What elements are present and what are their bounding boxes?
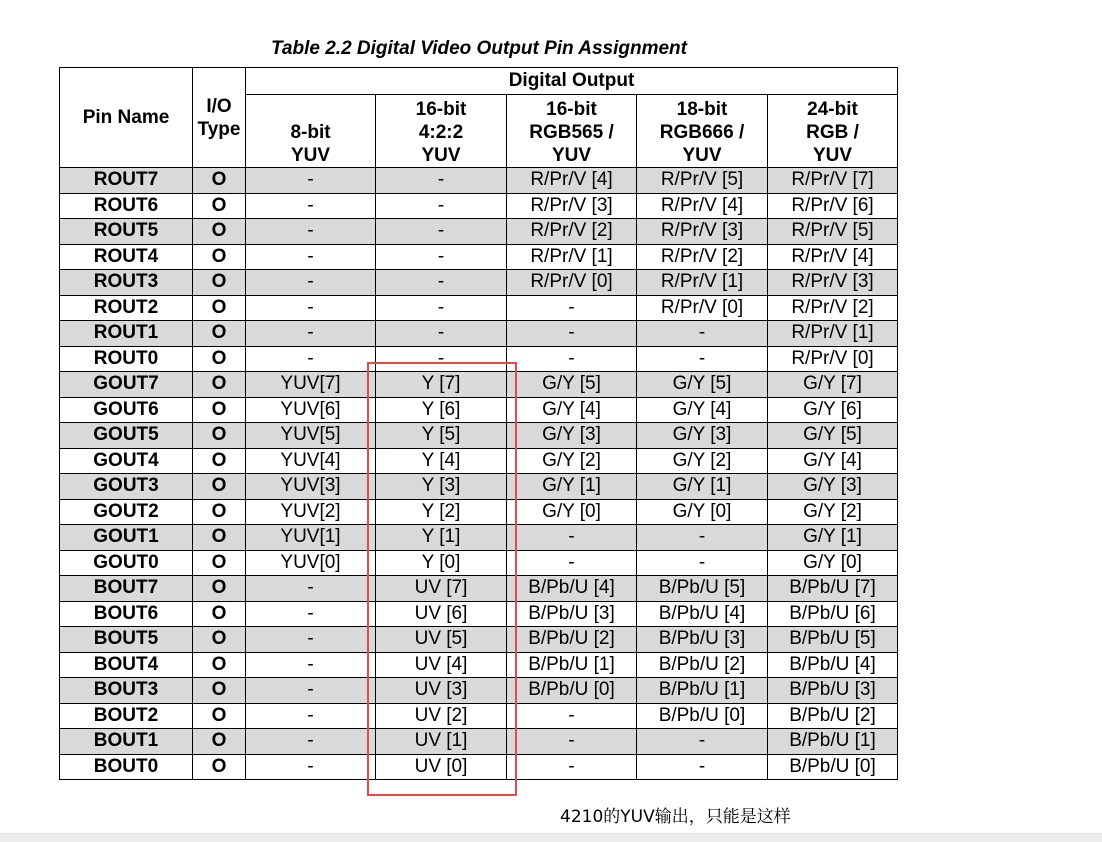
value-cell: R/Pr/V [4] <box>768 244 898 270</box>
value-cell: R/Pr/V [2] <box>637 244 768 270</box>
value-cell: B/Pb/U [5] <box>768 627 898 653</box>
value-cell: R/Pr/V [7] <box>768 168 898 194</box>
pin-name-cell: BOUT2 <box>60 703 193 729</box>
io-type-cell: O <box>193 550 246 576</box>
header-column-line: RGB666 / <box>659 122 745 143</box>
io-type-cell: O <box>193 525 246 551</box>
value-cell: B/Pb/U [7] <box>768 576 898 602</box>
value-cell: - <box>637 346 768 372</box>
table-row <box>60 729 898 755</box>
value-cell: Y [4] <box>376 448 507 474</box>
pin-name-cell: BOUT3 <box>60 678 193 704</box>
value-cell: Y [2] <box>376 499 507 525</box>
pin-name-cell: BOUT0 <box>60 754 193 780</box>
value-cell: G/Y [0] <box>637 499 768 525</box>
value-cell: Y [0] <box>376 550 507 576</box>
value-cell: - <box>507 703 637 729</box>
value-cell: B/Pb/U [5] <box>637 576 768 602</box>
value-cell: G/Y [0] <box>768 550 898 576</box>
value-cell: - <box>376 219 507 245</box>
value-cell: UV [5] <box>376 627 507 653</box>
value-cell: YUV[1] <box>246 525 376 551</box>
header-io-line1: I/O <box>206 95 232 117</box>
table-row <box>60 499 898 525</box>
value-cell: B/Pb/U [1] <box>637 678 768 704</box>
pin-assignment-table <box>59 67 898 780</box>
value-cell: B/Pb/U [2] <box>768 703 898 729</box>
value-cell: - <box>246 627 376 653</box>
table-row <box>60 754 898 780</box>
pin-name-cell: GOUT7 <box>60 372 193 398</box>
pin-name-cell: ROUT2 <box>60 295 193 321</box>
value-cell: - <box>637 321 768 347</box>
value-cell: - <box>637 729 768 755</box>
value-cell: YUV[3] <box>246 474 376 500</box>
value-cell: G/Y [3] <box>768 474 898 500</box>
value-cell: G/Y [2] <box>637 448 768 474</box>
io-type-cell: O <box>193 601 246 627</box>
pin-name-cell: ROUT0 <box>60 346 193 372</box>
value-cell: R/Pr/V [1] <box>507 244 637 270</box>
io-type-cell: O <box>193 474 246 500</box>
pin-name-cell: BOUT6 <box>60 601 193 627</box>
io-type-cell: O <box>193 321 246 347</box>
value-cell: - <box>637 754 768 780</box>
header-column-line: 4:2:2 <box>418 122 464 143</box>
value-cell: G/Y [3] <box>507 423 637 449</box>
footer-bar <box>0 833 1102 842</box>
table-row <box>60 321 898 347</box>
pin-name-cell: ROUT5 <box>60 219 193 245</box>
table-row <box>60 678 898 704</box>
io-type-cell: O <box>193 576 246 602</box>
value-cell: YUV[6] <box>246 397 376 423</box>
value-cell: - <box>246 652 376 678</box>
header-column-line: 16-bit <box>546 99 597 120</box>
header-column-line: RGB565 / <box>529 122 614 143</box>
value-cell: UV [4] <box>376 652 507 678</box>
value-cell: - <box>376 321 507 347</box>
value-cell: G/Y [7] <box>768 372 898 398</box>
header-column-0 <box>246 95 376 168</box>
pin-name-cell: BOUT5 <box>60 627 193 653</box>
table-row <box>60 372 898 398</box>
io-type-cell: O <box>193 168 246 194</box>
value-cell: - <box>246 601 376 627</box>
value-cell: R/Pr/V [3] <box>637 219 768 245</box>
value-cell: Y [3] <box>376 474 507 500</box>
io-type-cell: O <box>193 193 246 219</box>
io-type-cell: O <box>193 678 246 704</box>
table-row <box>60 550 898 576</box>
value-cell: - <box>246 168 376 194</box>
value-cell: B/Pb/U [1] <box>507 652 637 678</box>
value-cell: B/Pb/U [6] <box>768 601 898 627</box>
value-cell: B/Pb/U [0] <box>637 703 768 729</box>
value-cell: B/Pb/U [2] <box>507 627 637 653</box>
value-cell: - <box>246 576 376 602</box>
io-type-cell: O <box>193 219 246 245</box>
io-type-cell: O <box>193 448 246 474</box>
value-cell: - <box>246 678 376 704</box>
table-row <box>60 652 898 678</box>
header-pin-name: Pin Name <box>60 68 193 168</box>
value-cell: R/Pr/V [3] <box>768 270 898 296</box>
value-cell: R/Pr/V [6] <box>768 193 898 219</box>
value-cell: - <box>246 244 376 270</box>
value-cell: R/Pr/V [2] <box>507 219 637 245</box>
header-column-line: YUV <box>682 145 722 166</box>
value-cell: YUV[0] <box>246 550 376 576</box>
table-row <box>60 295 898 321</box>
header-io-type <box>193 68 246 168</box>
header-column-3 <box>637 95 768 168</box>
value-cell: G/Y [0] <box>507 499 637 525</box>
value-cell: R/Pr/V [2] <box>768 295 898 321</box>
value-cell: G/Y [3] <box>637 423 768 449</box>
value-cell: B/Pb/U [3] <box>507 601 637 627</box>
value-cell: YUV[4] <box>246 448 376 474</box>
pin-name-cell: GOUT1 <box>60 525 193 551</box>
value-cell: - <box>507 346 637 372</box>
value-cell: B/Pb/U [3] <box>768 678 898 704</box>
pin-name-cell: GOUT0 <box>60 550 193 576</box>
value-cell: YUV[2] <box>246 499 376 525</box>
pin-name-cell: GOUT6 <box>60 397 193 423</box>
table-row <box>60 244 898 270</box>
value-cell: YUV[5] <box>246 423 376 449</box>
value-cell: Y [5] <box>376 423 507 449</box>
value-cell: - <box>507 729 637 755</box>
value-cell: R/Pr/V [5] <box>768 219 898 245</box>
value-cell: R/Pr/V [0] <box>768 346 898 372</box>
value-cell: R/Pr/V [3] <box>507 193 637 219</box>
value-cell: B/Pb/U [4] <box>507 576 637 602</box>
header-io-line2: Type <box>197 118 241 140</box>
value-cell: UV [3] <box>376 678 507 704</box>
pin-name-cell: BOUT7 <box>60 576 193 602</box>
value-cell: - <box>246 193 376 219</box>
value-cell: R/Pr/V [0] <box>507 270 637 296</box>
table-title: Table 2.2 Digital Video Output Pin Assignment <box>271 38 687 59</box>
value-cell: - <box>246 703 376 729</box>
table-row <box>60 168 898 194</box>
value-cell: - <box>246 219 376 245</box>
header-column-line: YUV <box>551 145 592 166</box>
value-cell: R/Pr/V [1] <box>768 321 898 347</box>
value-cell: - <box>246 321 376 347</box>
table-row <box>60 703 898 729</box>
value-cell: G/Y [4] <box>768 448 898 474</box>
value-cell: B/Pb/U [4] <box>768 652 898 678</box>
table-row <box>60 219 898 245</box>
table-row <box>60 397 898 423</box>
value-cell: - <box>507 525 637 551</box>
value-cell: - <box>507 321 637 347</box>
value-cell: G/Y [4] <box>507 397 637 423</box>
io-type-cell: O <box>193 652 246 678</box>
value-cell: Y [6] <box>376 397 507 423</box>
value-cell: R/Pr/V [1] <box>637 270 768 296</box>
value-cell: Y [1] <box>376 525 507 551</box>
value-cell: - <box>507 754 637 780</box>
value-cell: - <box>246 295 376 321</box>
table-row <box>60 448 898 474</box>
value-cell: G/Y [2] <box>768 499 898 525</box>
value-cell: R/Pr/V [4] <box>637 193 768 219</box>
value-cell: UV [7] <box>376 576 507 602</box>
table-row <box>60 474 898 500</box>
value-cell: UV [6] <box>376 601 507 627</box>
header-column-line: YUV <box>421 145 461 166</box>
value-cell: G/Y [4] <box>637 397 768 423</box>
value-cell: UV [1] <box>376 729 507 755</box>
pin-name-cell: ROUT4 <box>60 244 193 270</box>
value-cell: R/Pr/V [4] <box>507 168 637 194</box>
pin-name-cell: BOUT4 <box>60 652 193 678</box>
io-type-cell: O <box>193 397 246 423</box>
table-row <box>60 576 898 602</box>
value-cell: B/Pb/U [0] <box>768 754 898 780</box>
value-cell: Y [7] <box>376 372 507 398</box>
value-cell: B/Pb/U [0] <box>507 678 637 704</box>
io-type-cell: O <box>193 729 246 755</box>
table-row <box>60 270 898 296</box>
header-column-4 <box>768 95 898 168</box>
value-cell: - <box>637 525 768 551</box>
pin-name-cell: ROUT1 <box>60 321 193 347</box>
pin-name-cell: GOUT2 <box>60 499 193 525</box>
header-column-line: YUV <box>812 145 853 166</box>
pin-name-cell: ROUT3 <box>60 270 193 296</box>
value-cell: R/Pr/V [5] <box>637 168 768 194</box>
table-row <box>60 193 898 219</box>
value-cell: - <box>376 168 507 194</box>
pin-name-cell: GOUT5 <box>60 423 193 449</box>
header-column-line: YUV <box>290 145 331 166</box>
value-cell: - <box>246 346 376 372</box>
io-type-cell: O <box>193 754 246 780</box>
header-column-line: RGB / <box>806 122 859 143</box>
value-cell: - <box>246 270 376 296</box>
header-column-2 <box>507 95 637 168</box>
io-type-cell: O <box>193 346 246 372</box>
header-column-line: 16-bit <box>415 99 467 120</box>
value-cell: G/Y [1] <box>637 474 768 500</box>
value-cell: UV [2] <box>376 703 507 729</box>
table-row <box>60 627 898 653</box>
value-cell: G/Y [5] <box>507 372 637 398</box>
value-cell: UV [0] <box>376 754 507 780</box>
table-row <box>60 423 898 449</box>
header-column-line: 8-bit <box>290 122 331 143</box>
value-cell: B/Pb/U [3] <box>637 627 768 653</box>
value-cell: - <box>637 550 768 576</box>
io-type-cell: O <box>193 627 246 653</box>
value-cell: - <box>246 729 376 755</box>
annotation-note: 4210的YUV输出，只能是这样 <box>560 807 791 827</box>
table-row <box>60 525 898 551</box>
io-type-cell: O <box>193 244 246 270</box>
value-cell: - <box>376 193 507 219</box>
value-cell: B/Pb/U [2] <box>637 652 768 678</box>
value-cell: G/Y [5] <box>637 372 768 398</box>
value-cell: - <box>507 550 637 576</box>
io-type-cell: O <box>193 372 246 398</box>
value-cell: B/Pb/U [4] <box>637 601 768 627</box>
value-cell: G/Y [6] <box>768 397 898 423</box>
value-cell: - <box>507 295 637 321</box>
value-cell: YUV[7] <box>246 372 376 398</box>
value-cell: - <box>246 754 376 780</box>
value-cell: R/Pr/V [0] <box>637 295 768 321</box>
pin-name-cell: GOUT4 <box>60 448 193 474</box>
io-type-cell: O <box>193 295 246 321</box>
value-cell: - <box>376 244 507 270</box>
pin-name-cell: ROUT6 <box>60 193 193 219</box>
pin-name-cell: ROUT7 <box>60 168 193 194</box>
header-column-line: 24-bit <box>807 99 858 120</box>
value-cell: - <box>376 346 507 372</box>
header-column-line: 18-bit <box>676 99 728 120</box>
table-row <box>60 346 898 372</box>
value-cell: - <box>376 270 507 296</box>
value-cell: B/Pb/U [1] <box>768 729 898 755</box>
header-column-1 <box>376 95 507 168</box>
table-row <box>60 601 898 627</box>
value-cell: G/Y [2] <box>507 448 637 474</box>
value-cell: - <box>376 295 507 321</box>
pin-name-cell: BOUT1 <box>60 729 193 755</box>
io-type-cell: O <box>193 423 246 449</box>
value-cell: G/Y [1] <box>507 474 637 500</box>
pin-name-cell: GOUT3 <box>60 474 193 500</box>
value-cell: G/Y [5] <box>768 423 898 449</box>
value-cell: G/Y [1] <box>768 525 898 551</box>
io-type-cell: O <box>193 499 246 525</box>
io-type-cell: O <box>193 270 246 296</box>
header-digital-output: Digital Output <box>246 68 898 95</box>
io-type-cell: O <box>193 703 246 729</box>
